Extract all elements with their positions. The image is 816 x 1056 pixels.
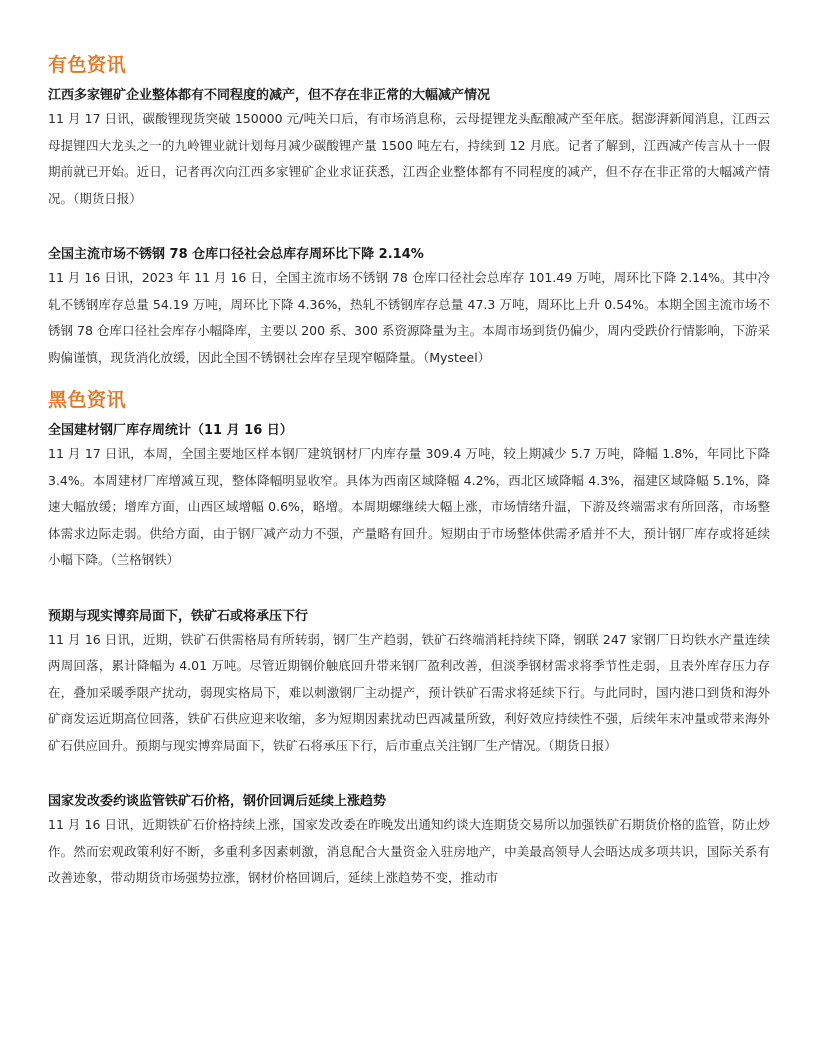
article-body: 11 月 16 日讯，2023 年 11 月 16 日，全国主流市场不锈钢 78 仓库口径社会总库存 101.49 万吨，周环比下降 2.14%。其中冷轧不锈钢库存总量 54.19 万吨，周环比下降 4.36%，热轧不锈钢库存总量 47.3 万吨，周环比上升 0.54%。本期全国主流市场不锈钢 78 仓库口径社会库存小幅降库，主要以 200 系、300 系资源降量为主。本周市场到货仍偏少，周内受跌价行情影响，下游采购偏谨慎，现货消化放缓，因此全国不锈钢社会库存呈现窄幅降量。（Mysteel） (48, 270, 770, 365)
spacer (48, 574, 770, 601)
section-title: 有色资讯 (48, 54, 127, 76)
section-ferrous (48, 385, 770, 892)
article-headline: 全国建材钢厂库存周统计（11 月 16 日） (48, 423, 293, 438)
spacer (48, 759, 770, 786)
spacer (48, 212, 770, 239)
article-headline: 全国主流市场不锈钢 78 仓库口径社会总库存周环比下降 2.14% (48, 247, 424, 262)
article (48, 607, 770, 760)
article-body: 11 月 16 日讯，近期，铁矿石供需格局有所转弱，钢厂生产趋弱，铁矿石终端消耗持续下降，钢联 247 家钢厂日均铁水产量连续两周回落，累计降幅为 4.01 万吨。尽管近期钢价触底回升带来钢厂盈利改善，但淡季钢材需求将季节性走弱，且表外库存压力存在，叠加采暖季限产扰动，弱现实格局下，难以刺激钢厂主动提产，预计铁矿石需求将延续下行。与此同时，国内港口到货和海外矿商发运近期高位回落，铁矿石供应迎来收缩，多为短期因素扰动巴西减量所致，利好效应持续性不强，后续年末冲量或带来海外矿石供应回升。预期与现实博弈局面下，铁矿石将承压下行，后市重点关注钢厂生产情况。（期货日报） (48, 631, 770, 753)
section-title: 黑色资讯 (48, 389, 127, 411)
article (48, 86, 770, 212)
article-body: 11 月 16 日讯，近期铁矿石价格持续上涨，国家发改委在昨晚发出通知约谈大连期货交易所以加强铁矿石期货价格的监管，防止炒作。然而宏观政策利好不断，多重利多因素刺激，消息配合大量资金入驻房地产，中美最高领导人会晤达成多项共识，国际关系有改善迹象，带动期货市场强势拉涨，钢材价格回调后，延续上涨趋势不变，推动市 (48, 817, 770, 885)
article-headline: 预期与现实博弈局面下，铁矿石或将承压下行 (48, 608, 309, 624)
article (48, 245, 770, 371)
article (48, 421, 770, 574)
document-page (48, 50, 770, 892)
article-headline: 国家发改委约谈监管铁矿石价格，钢价回调后延续上涨趋势 (48, 794, 387, 809)
article-headline: 江西多家锂矿企业整体都有不同程度的减产，但不存在非正常的大幅减产情况 (48, 88, 491, 103)
section-nonferrous (48, 50, 770, 371)
article-body: 11 月 17 日讯，碳酸锂现货突破 150000 元/吨关口后，有市场消息称，云母提锂龙头酝酿减产至年底。据澎湃新闻消息，江西云母提锂四大龙头之一的九岭锂业就计划每月减少碳酸锂产量 1500 吨左右，持续到 12 月底。记者了解到，江西减产传言从十一假期前就已开始。近日，记者再次向江西多家锂矿企业求证获悉，江西企业整体都有不同程度的减产，但不存在非正常的大幅减产情况。（期货日报） (48, 111, 770, 206)
article (48, 792, 770, 892)
spacer (48, 371, 770, 385)
article-body: 11 月 17 日讯，本周，全国主要地区样本钢厂建筑钢材厂内库存量 309.4 万吨，较上期减少 5.7 万吨，降幅 1.8%，年同比下降 3.4%。本周建材厂库增减互现，整体降幅明显收窄。具体为西南区域降幅 4.2%，西北区域降幅 4.3%，福建区域降幅 5.1%，降速大幅放缓；增库方面，山西区域增幅 0.6%，略增。本周期螺继续大幅上涨，市场情绪升温，下游及终端需求有所回落，市场整体需求边际走弱。供给方面，由于钢厂减产动力不强，产量略有回升。短期由于市场整体供需矛盾并不大，预计钢厂库存或将延续小幅下降。（兰格钢铁） (48, 446, 770, 567)
